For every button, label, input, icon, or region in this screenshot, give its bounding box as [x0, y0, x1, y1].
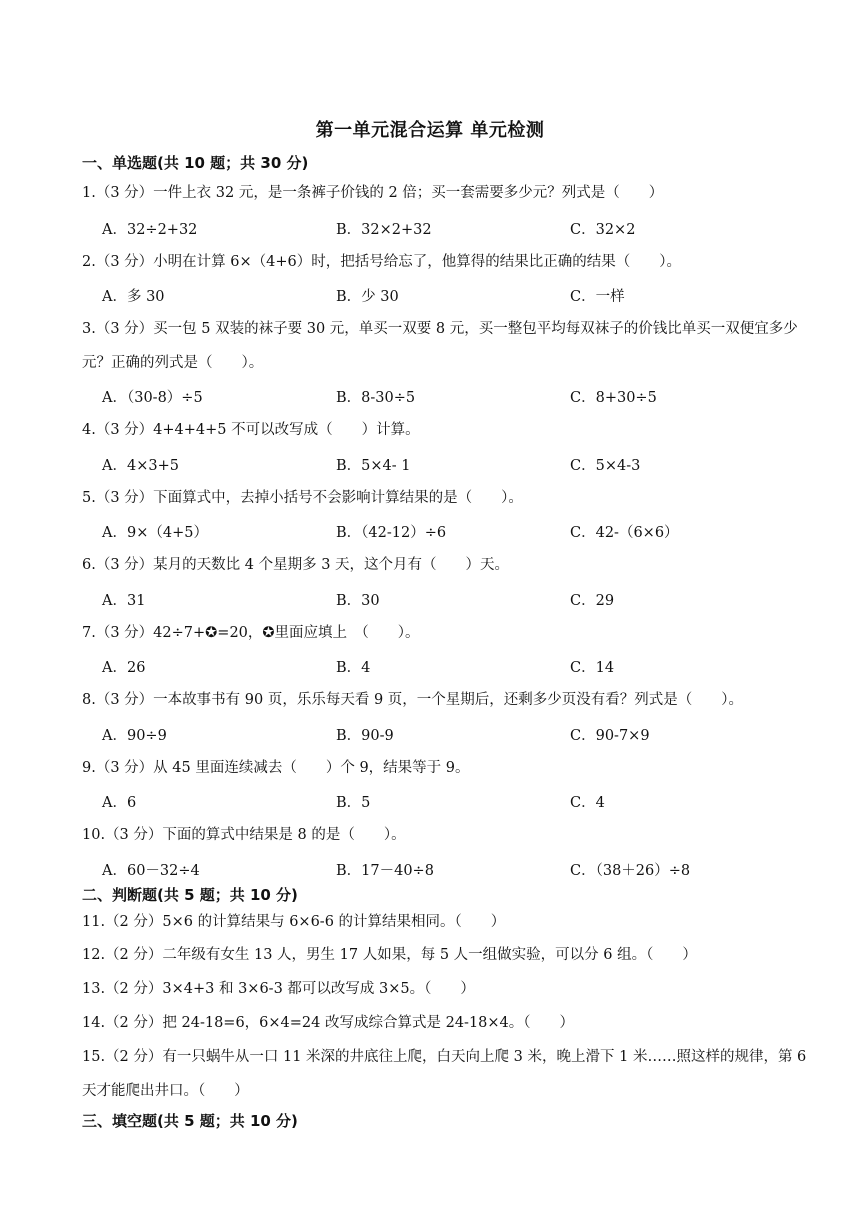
option-a: A．（30-8）÷5: [102, 390, 203, 406]
options-3: [102, 386, 802, 410]
option-c: C．14: [570, 660, 615, 676]
question-15: 15.（2 分）有一只蜗牛从一口 11 米深的井底往上爬，白天向上爬 3 米，晚上滑下 1 米……照这样的规律，第 6 天才能爬出井口。（ ）: [82, 1049, 807, 1099]
options-6: [102, 589, 802, 613]
option-b: B．5: [336, 795, 371, 811]
option-a: A．6: [102, 795, 137, 811]
option-a: A．60－32÷4: [102, 863, 200, 879]
option-c: C．32×2: [570, 222, 636, 238]
option-a: A．26: [102, 660, 146, 676]
option-b: B．（42-12）÷6: [336, 525, 447, 541]
question-3: 3.（3 分）买一包 5 双装的袜子要 30 元，单买一双要 8 元，买一整包平均每双袜子的价钱比单买一双便宜多少元？正确的列式是（ ）。: [82, 321, 798, 371]
question-4: 4.（3 分）4+4+4+5 不可以改写成（ ）计算。: [82, 422, 420, 438]
option-b: B．8-30÷5: [336, 390, 416, 406]
question-2: 2.（3 分）小明在计算 6×（4+6）时，把括号给忘了，他算得的结果比正确的结果（ ）。: [82, 254, 681, 270]
option-a: A．31: [102, 593, 146, 609]
question-14: 14.（2 分）把 24-18=6，6×4=24 改写成综合算式是 24-18×4。（ ）: [82, 1015, 575, 1031]
option-b: B．30: [336, 593, 380, 609]
question-6: 6.（3 分）某月的天数比 4 个星期多 3 天，这个月有（ ）天。: [82, 557, 510, 573]
option-a: A．32÷2+32: [102, 222, 198, 238]
option-b: B．90-9: [336, 728, 394, 744]
option-b: B．少 30: [336, 289, 399, 305]
option-a: A．多 30: [102, 289, 165, 305]
option-b: B．5×4- 1: [336, 458, 411, 474]
option-a: A．4×3+5: [102, 458, 179, 474]
question-7: 7.（3 分）42÷7+✪=20，✪里面应填上 （ ）。: [82, 625, 420, 641]
option-c: C．4: [570, 795, 605, 811]
question-13: 13.（2 分）3×4+3 和 3×6-3 都可以改写成 3×5。（ ）: [82, 981, 475, 997]
options-8: [102, 724, 802, 748]
page-title: 第一单元混合运算 单元检测: [315, 120, 545, 141]
options-4: [102, 454, 802, 478]
option-c: C．42-（6×6）: [570, 525, 679, 541]
option-b: B．32×2+32: [336, 222, 432, 238]
option-c: C．5×4-3: [570, 458, 641, 474]
option-b: B．4: [336, 660, 371, 676]
option-c: C．29: [570, 593, 615, 609]
option-b: B．17－40÷8: [336, 863, 434, 879]
options-5: [102, 521, 802, 545]
section-heading-single-choice: 一、单选题(共 10 题；共 30 分): [82, 154, 309, 172]
question-11: 11.（2 分）5×6 的计算结果与 6×6-6 的计算结果相同。（ ）: [82, 914, 506, 930]
option-a: A．90÷9: [102, 728, 167, 744]
option-c: C．90-7×9: [570, 728, 650, 744]
options-10: [102, 859, 802, 883]
options-9: [102, 791, 802, 815]
question-5: 5.（3 分）下面算式中，去掉小括号不会影响计算结果的是（ ）。: [82, 490, 523, 506]
question-10: 10.（3 分）下面的算式中结果是 8 的是（ ）。: [82, 827, 406, 843]
question-1: 1.（3 分）一件上衣 32 元，是一条裤子价钱的 2 倍；买一套需要多少元？列式是（ ）: [82, 185, 664, 201]
section-heading-true-false: 二、判断题(共 5 题；共 10 分): [82, 886, 298, 904]
question-12: 12.（2 分）二年级有女生 13 人，男生 17 人如果，每 5 人一组做实验，可以分 6 组。（ ）: [82, 947, 697, 963]
option-a: A．9×（4+5）: [102, 525, 208, 541]
option-c: C．一样: [570, 289, 625, 305]
question-9: 9.（3 分）从 45 里面连续减去（ ）个 9，结果等于 9。: [82, 760, 470, 776]
options-1: [102, 218, 802, 242]
options-2: [102, 285, 802, 309]
question-8: 8.（3 分）一本故事书有 90 页，乐乐每天看 9 页，一个星期后，还剩多少页没有看？列式是（ ）。: [82, 692, 744, 708]
options-7: [102, 656, 802, 680]
option-c: C．（38＋26）÷8: [570, 863, 691, 879]
section-heading-fill-in: 三、填空题(共 5 题；共 10 分): [82, 1112, 298, 1130]
option-c: C．8+30÷5: [570, 390, 657, 406]
